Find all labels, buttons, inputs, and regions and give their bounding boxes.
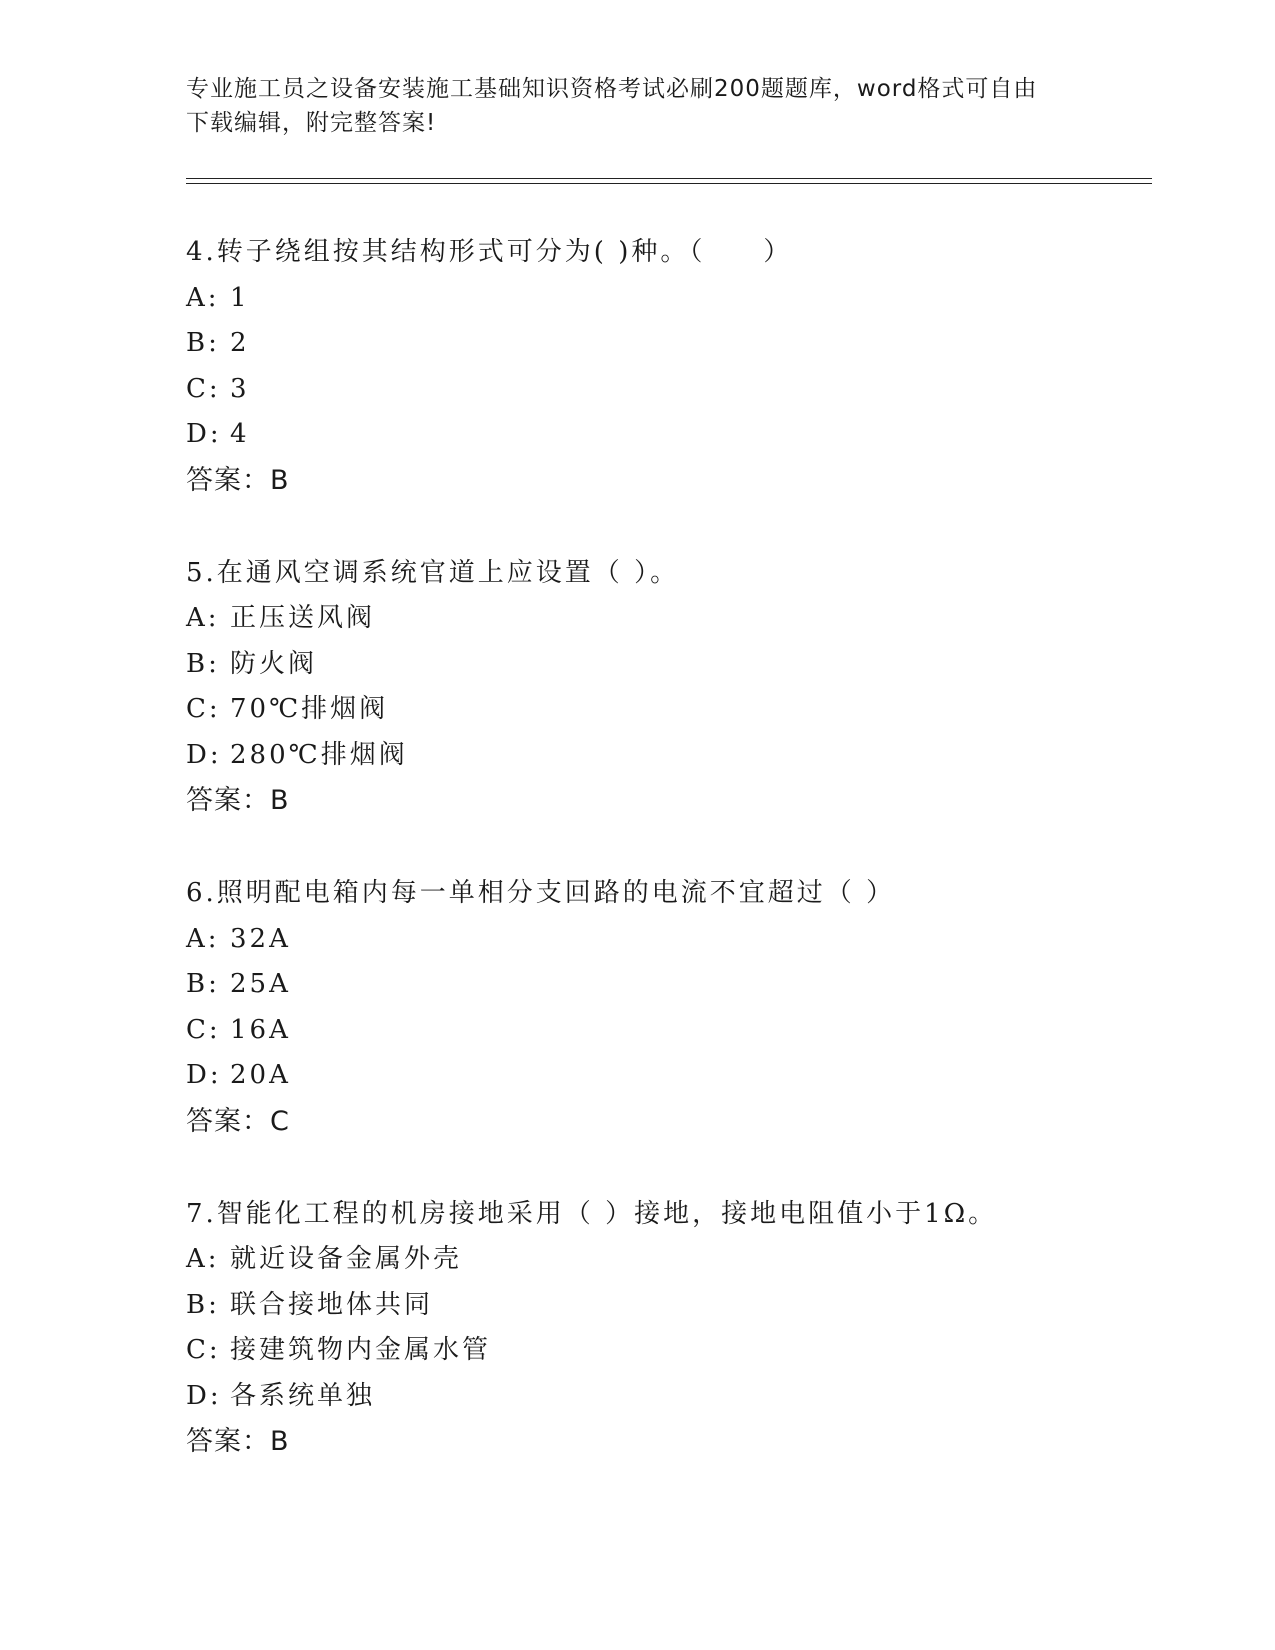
option-b xyxy=(186,321,1186,367)
option-d xyxy=(186,733,1186,779)
option-c xyxy=(186,1328,1186,1374)
option-letter: C: xyxy=(186,1335,221,1365)
option-b xyxy=(186,962,1186,1008)
question-list xyxy=(186,230,1186,1512)
document-header xyxy=(186,72,1086,140)
answer-label: 答案：C xyxy=(186,1105,290,1137)
option-a xyxy=(186,1237,1186,1283)
option-text: 70℃排烟阀 xyxy=(230,694,389,724)
option-d xyxy=(186,1053,1186,1099)
option-c xyxy=(186,687,1186,733)
option-letter: D: xyxy=(186,1060,222,1090)
option-c xyxy=(186,367,1186,413)
option-letter: B: xyxy=(186,648,220,679)
option-letter: A: xyxy=(186,1244,220,1274)
option-d xyxy=(186,1374,1186,1420)
option-b xyxy=(186,1283,1186,1329)
question-5 xyxy=(186,551,1186,825)
option-letter: D: xyxy=(186,739,222,770)
option-letter: B: xyxy=(186,328,220,358)
question-6 xyxy=(186,871,1186,1145)
option-text: 280℃排烟阀 xyxy=(230,739,408,770)
option-text: 20A xyxy=(230,1060,291,1090)
option-a xyxy=(186,596,1186,642)
option-a xyxy=(186,276,1186,322)
option-text: 接建筑物内金属水管 xyxy=(230,1335,492,1365)
option-text: 各系统单独 xyxy=(230,1380,376,1411)
question-text: 5.在通风空调系统官道上应设置（ ）。 xyxy=(186,557,680,588)
option-letter: D: xyxy=(186,1380,222,1411)
header-divider-top xyxy=(186,178,1152,179)
answer-label: 答案：B xyxy=(186,464,290,496)
option-letter: B: xyxy=(186,969,220,999)
question-4 xyxy=(186,230,1186,504)
option-letter: A: xyxy=(186,923,220,954)
question-7 xyxy=(186,1192,1186,1466)
option-text: 4 xyxy=(230,419,250,449)
option-letter: A: xyxy=(186,603,220,633)
option-text: 16A xyxy=(230,1014,291,1045)
option-a xyxy=(186,917,1186,963)
option-letter: A: xyxy=(186,282,220,313)
option-text: 联合接地体共同 xyxy=(230,1289,434,1320)
option-text: 正压送风阀 xyxy=(230,603,376,633)
question-text: 7.智能化工程的机房接地采用（ ）接地，接地电阻值小于1Ω。 xyxy=(186,1198,998,1229)
option-letter: C: xyxy=(186,1014,221,1045)
option-letter: C: xyxy=(186,694,221,724)
question-text: 4.转子绕组按其结构形式可分为( )种。（ ） xyxy=(186,237,793,267)
option-text: 防火阀 xyxy=(230,648,318,679)
option-b xyxy=(186,642,1186,688)
option-letter: B: xyxy=(186,1289,220,1320)
option-c xyxy=(186,1008,1186,1054)
question-text: 6.照明配电箱内每一单相分支回路的电流不宜超过（ ） xyxy=(186,878,896,908)
option-d xyxy=(186,412,1186,458)
header-title-line-2: 下载编辑，附完整答案! xyxy=(186,110,437,136)
option-text: 32A xyxy=(230,923,291,954)
answer-label: 答案：B xyxy=(186,1426,290,1457)
option-text: 2 xyxy=(230,328,250,358)
header-title-line-1: 专业施工员之设备安装施工基础知识资格考试必刷200题题库，word格式可自由 xyxy=(186,76,1038,102)
option-letter: D: xyxy=(186,419,222,449)
option-letter: C: xyxy=(186,373,221,404)
header-divider-bottom xyxy=(186,183,1152,184)
option-text: 25A xyxy=(230,969,291,999)
option-text: 1 xyxy=(230,282,250,313)
option-text: 3 xyxy=(230,373,250,404)
answer-label: 答案：B xyxy=(186,785,290,816)
option-text: 就近设备金属外壳 xyxy=(230,1244,463,1274)
